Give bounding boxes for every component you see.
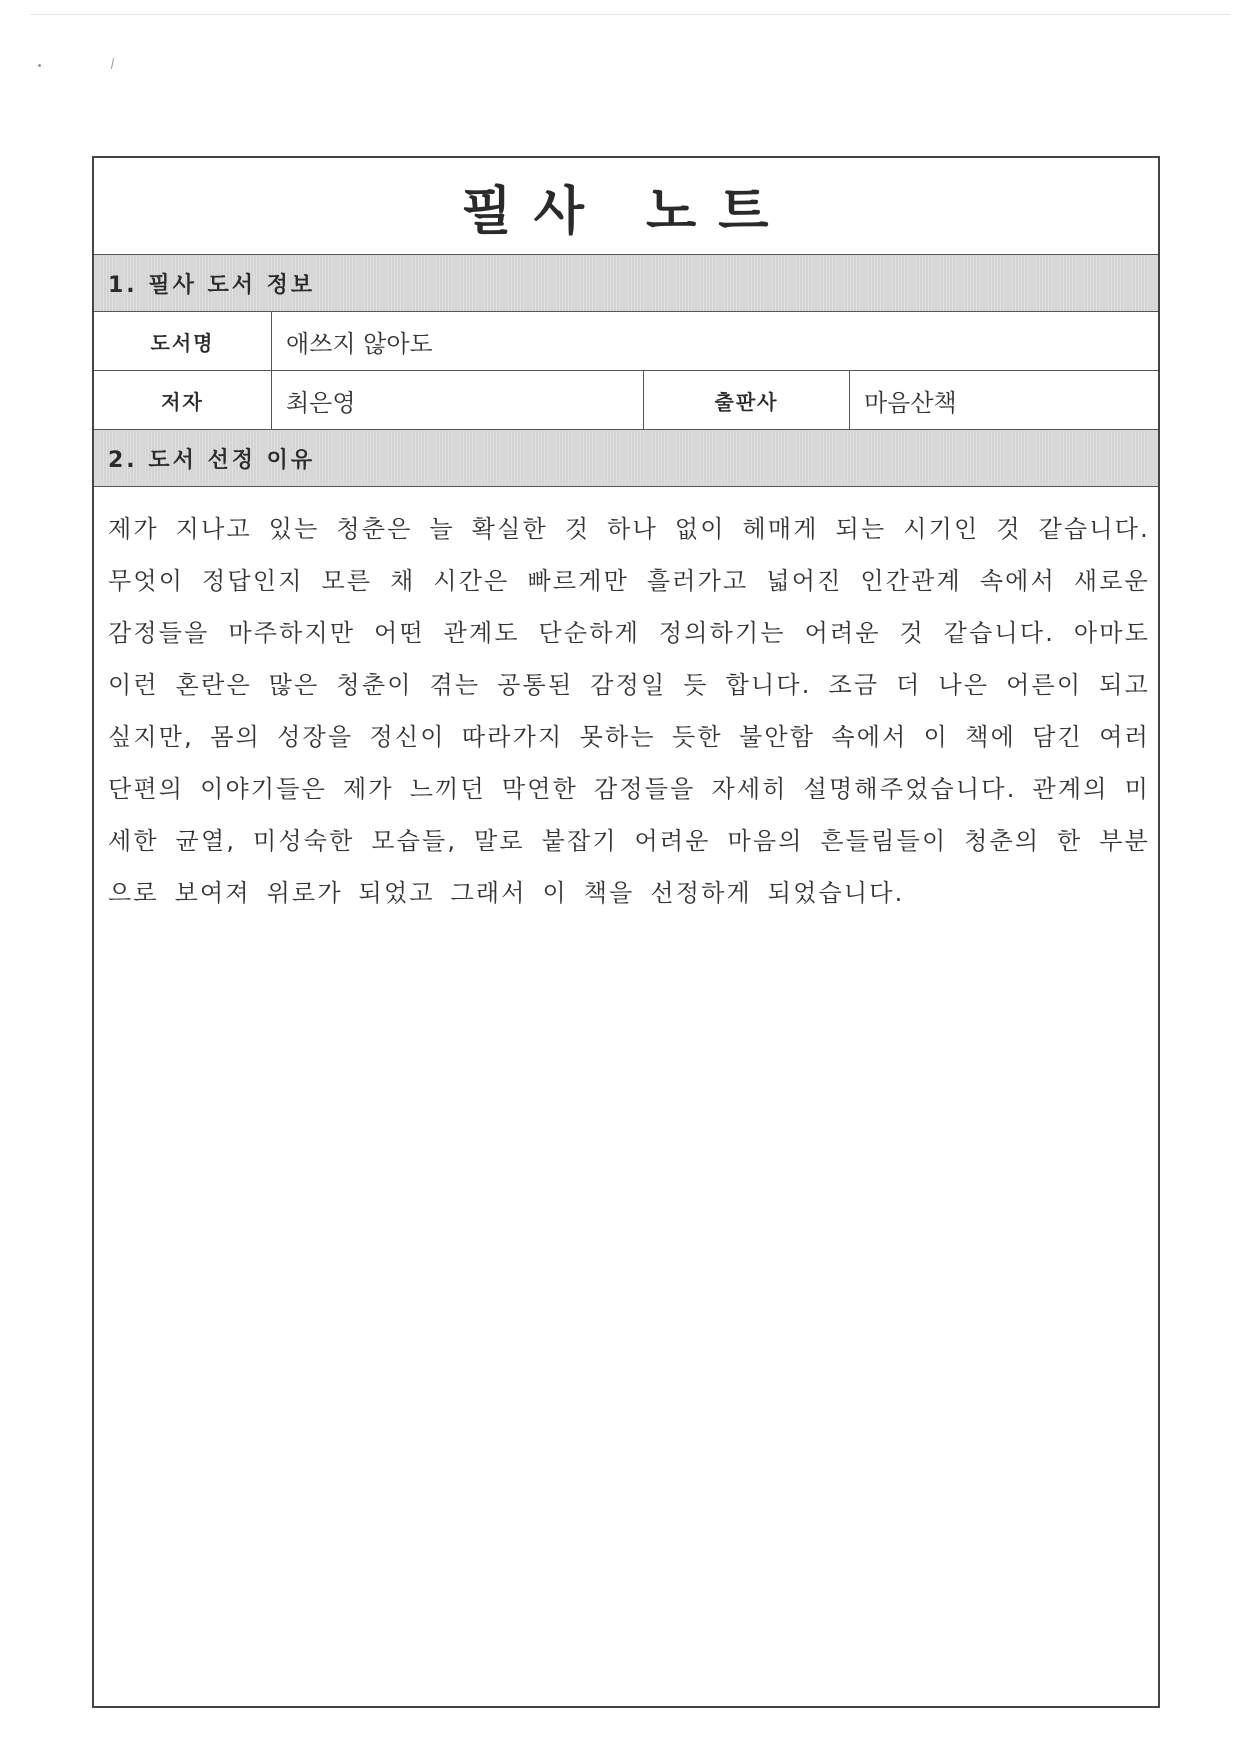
selection-reason-text: 제가 지나고 있는 청춘은 늘 확실한 것 하나 없이 헤매게 되는 시기인 것 같습니다. 무엇이 정답인지 모른 채 시간은 빠르게만 흘러가고 넓어진 인간관계 속에서 새로운 감정들을 마주하지만 어떤 관계도 단순하게 정의하기는 어려운 것 같습니다. 아마도 이런 혼란은 많은 청춘이 겪는 공통된 감정일 듯 합니다. 조금 더 나은 어른이 되고 싶지만, 몸의 성장을 정신이 따라가지 못하는 듯한 불안함 속에서 이 책에 담긴 여러 단편의 이야기들은 제가 느끼던 막연한 감정들을 자세히 설명해주었습니다. 관계의 미세한 균열, 미성숙한 모습들, 말로 붙잡기 어려운 마음의 흔들림들이 청춘의 한 부분으로 보여져 위로가 되었고 그래서 이 책을 선정하게 되었습니다.: [108, 515, 1150, 907]
page-title: 필사 노트: [461, 181, 791, 242]
book-title-label: 도서명: [94, 312, 272, 370]
scan-speck: [111, 58, 114, 69]
scan-edge-line: [30, 14, 1230, 15]
section-selection-reason-heading: 2. 도서 선정 이유: [94, 430, 1158, 487]
scan-speck: [38, 64, 41, 67]
author-publisher-row: [94, 371, 1158, 430]
book-title-value: 애쓰지 않아도: [286, 329, 433, 358]
transcription-note-form: [92, 156, 1160, 1708]
publisher-label: 출판사: [644, 371, 850, 429]
section-book-info-heading: 1. 필사 도서 정보: [94, 255, 1158, 312]
author-label: 저자: [94, 371, 272, 429]
title-row: [94, 158, 1158, 255]
publisher-value: 마음산책: [864, 388, 957, 417]
book-title-row: [94, 312, 1158, 371]
author-value: 최은영: [272, 371, 644, 429]
